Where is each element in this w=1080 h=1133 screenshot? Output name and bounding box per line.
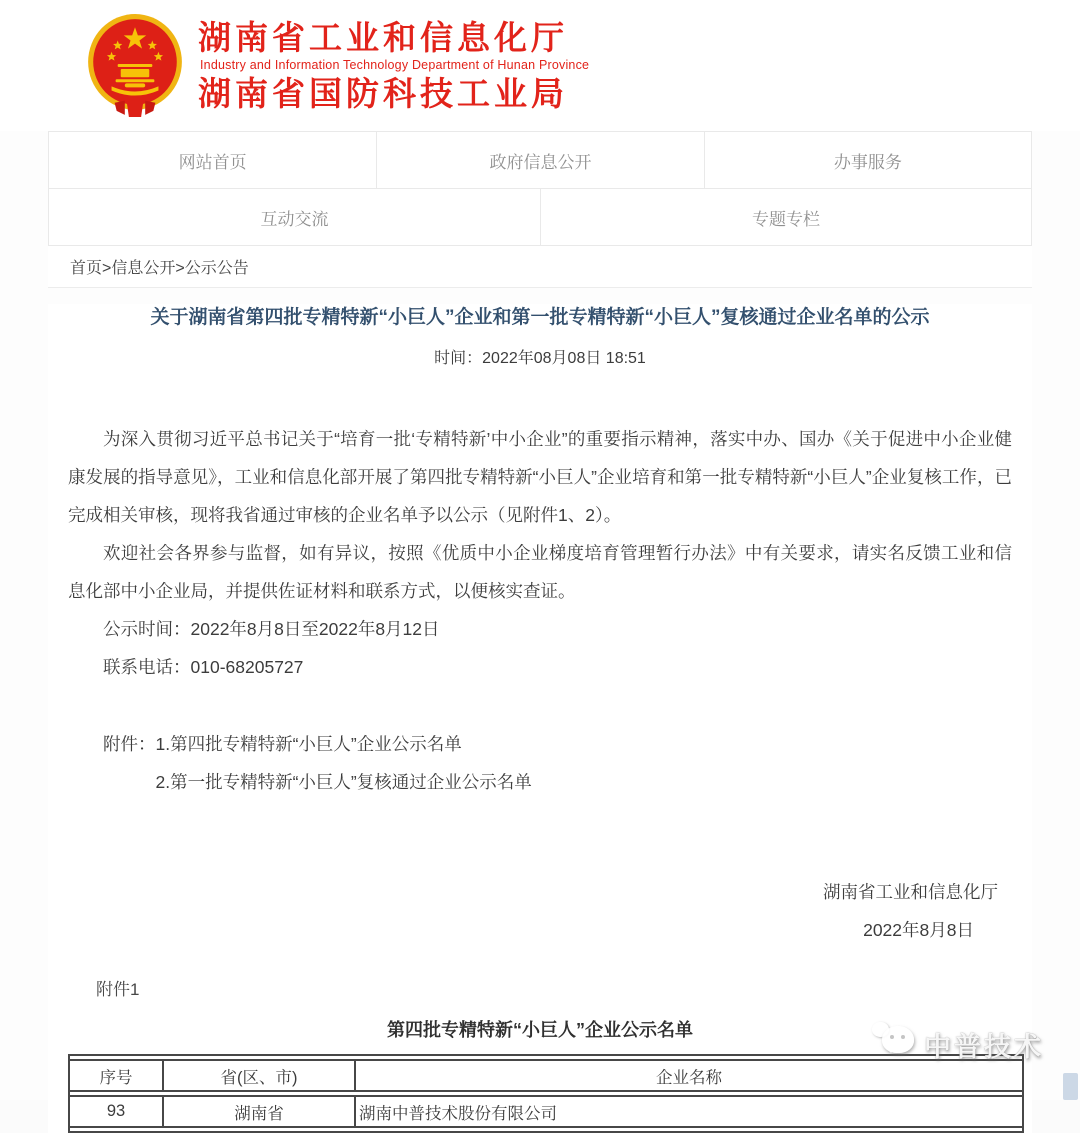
roster-table	[68, 1054, 1024, 1133]
paragraph-2: 欢迎社会各界参与监督，如有异议，按照《优质中小企业梯度培育管理暂行办法》中有关要求，请实名反馈工业和信息化部中小企业局，并提供佐证材料和联系方式，以便核实查证。	[68, 543, 1012, 601]
attachments-list	[156, 725, 532, 801]
nav-item-home[interactable]: 网站首页	[49, 132, 376, 188]
publish-time: 时间：2022年08月08日 18:51	[434, 350, 646, 367]
signature-block	[68, 873, 1012, 949]
org-name-cn-2: 湖南省国防科技工业局	[198, 74, 568, 112]
roster-table-title: 第四批专精特新“小巨人”企业公示名单	[387, 1020, 693, 1040]
org-title-block	[198, 21, 589, 110]
nav-item-gov-info[interactable]: 政府信息公开	[376, 132, 703, 188]
signature-org: 湖南省工业和信息化厅	[823, 882, 998, 902]
national-emblem-icon	[84, 13, 186, 119]
signature-date: 2022年8月8日	[863, 920, 974, 940]
paragraph-1: 为深入贯彻习近平总书记关于“培育一批‘专精特新’中小企业”的重要指示精神，落实中办、国办《关于促进中小企业健康发展的指导意见》，工业和信息化部开展了第四批专精特新“小巨人”企业培育和第一批专精特新“小巨人”企业复核工作，已完成相关审核，现将我省通过审核的企业名单予以公示（见附件1、2）。	[68, 429, 1012, 525]
attachments-block	[68, 725, 1012, 801]
main-nav	[48, 131, 1032, 246]
watermark-text: 中普技术	[924, 1031, 1044, 1062]
article	[48, 304, 1032, 1133]
page-title: 关于湖南省第四批专精特新“小巨人”企业和第一批专精特新“小巨人”复核通过企业名单的公示	[150, 307, 930, 328]
cell-company: 湖南中普技术股份有限公司	[354, 1095, 1022, 1128]
contact-phone: 联系电话：010-68205727	[103, 657, 304, 677]
annex-1-label: 附件1	[96, 980, 140, 999]
cell-index: 93	[70, 1095, 162, 1128]
org-name-en: Industry and Information Technology Department of Hunan Province	[200, 58, 590, 73]
publicity-period: 公示时间：2022年8月8日至2022年8月12日	[103, 619, 440, 639]
scrollbar-thumb[interactable]	[1063, 1073, 1078, 1100]
col-header-company: 企业名称	[354, 1059, 1022, 1092]
nav-row-1	[49, 132, 1031, 188]
attachment-link-2[interactable]: 2.第一批专精特新“小巨人”复核通过企业公示名单	[155, 772, 532, 792]
breadcrumb[interactable]: 首页>信息公开>公示公告	[48, 246, 1032, 288]
nav-item-interaction[interactable]: 互动交流	[49, 189, 540, 245]
nav-row-2	[49, 188, 1031, 245]
attachment-link-1[interactable]: 1.第四批专精特新“小巨人”企业公示名单	[155, 734, 462, 754]
site-header	[0, 0, 1080, 131]
attachments-label: 附件：	[103, 734, 156, 754]
table-header-row	[70, 1059, 1022, 1092]
article-body	[68, 420, 1012, 686]
nav-item-services[interactable]: 办事服务	[704, 132, 1031, 188]
col-header-index: 序号	[70, 1059, 162, 1092]
nav-item-special-topics[interactable]: 专题专栏	[540, 189, 1031, 245]
col-header-region: 省(区、市)	[162, 1059, 354, 1092]
org-name-cn-1: 湖南省工业和信息化厅	[198, 19, 568, 57]
cell-region: 湖南省	[162, 1095, 354, 1128]
